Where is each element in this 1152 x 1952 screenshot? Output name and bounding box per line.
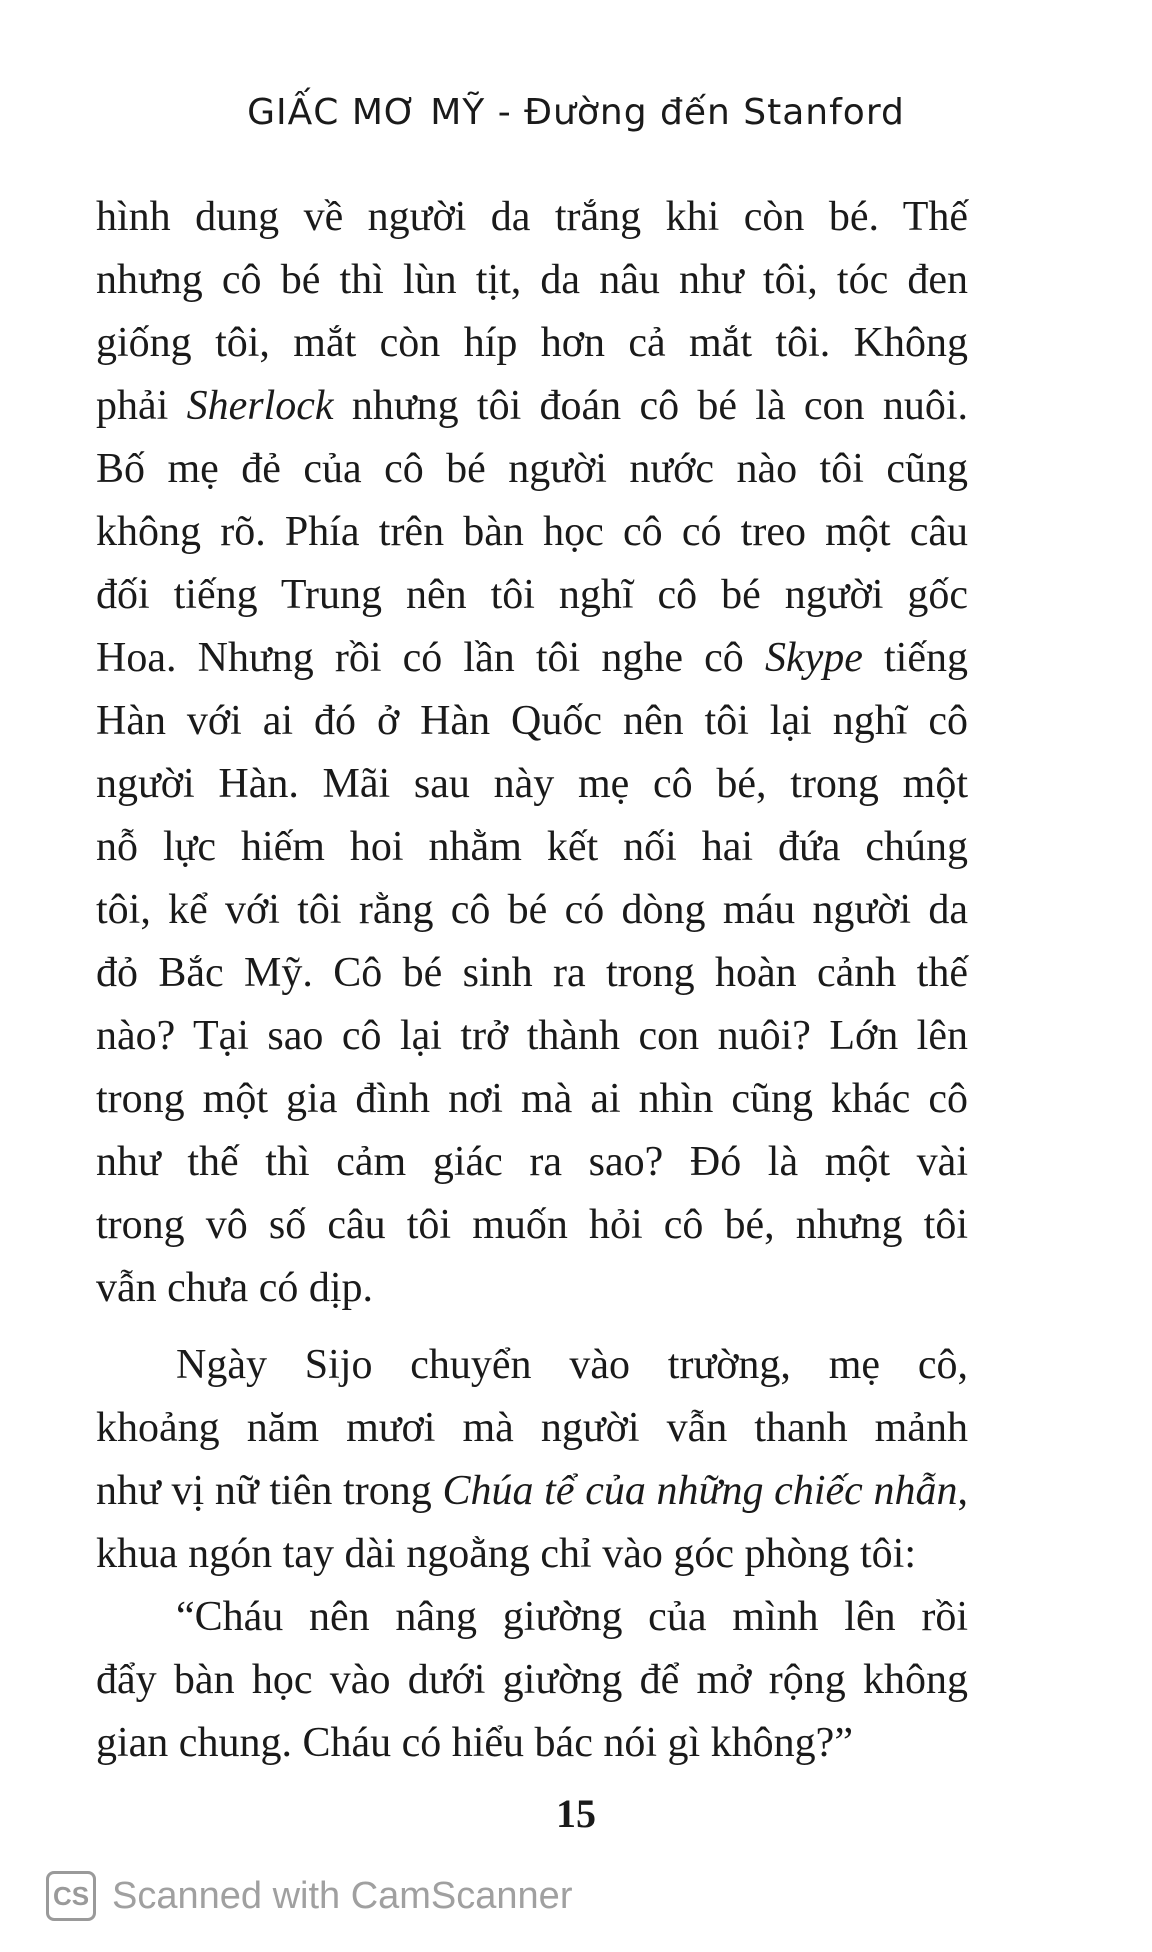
text-line: giống tôi, mắt còn híp hơn cả mắt tôi. Không [96, 320, 968, 366]
text-line: vẫn chưa có dịp. [96, 1265, 373, 1311]
text-line: “Cháu nên nâng giường của mình lên rồi [176, 1594, 968, 1640]
paragraph-3 [96, 1586, 968, 1775]
text-line: nào? Tại sao cô lại trở thành con nuôi? Lớn lên [96, 1013, 968, 1059]
text-line: phải Sherlock nhưng tôi đoán cô bé là con nuôi. [96, 383, 969, 429]
camscanner-watermark [46, 1868, 572, 1924]
watermark-text: Scanned with CamScanner [112, 1874, 573, 1917]
text-line: trong một gia đình nơi mà ai nhìn cũng khác cô [96, 1076, 968, 1122]
page-number: 15 [556, 1791, 596, 1836]
camscanner-logo-icon: CS [46, 1871, 96, 1921]
text-line: tôi, kể với tôi rằng cô bé có dòng máu người da [96, 887, 968, 933]
text-line: nỗ lực hiếm hoi nhằm kết nối hai đứa chúng [96, 824, 968, 870]
text-line: khua ngón tay dài ngoằng chỉ vào góc phòng tôi: [96, 1531, 917, 1577]
paragraph-1 [96, 186, 968, 1320]
text-line: Bố mẹ đẻ của cô bé người nước nào tôi cũng [96, 446, 968, 492]
text-line: đỏ Bắc Mỹ. Cô bé sinh ra trong hoàn cảnh thế [96, 950, 968, 996]
text-line: như thế thì cảm giác ra sao? Đó là một vài [96, 1139, 968, 1185]
text-line: Hàn với ai đó ở Hàn Quốc nên tôi lại nghĩ cô [96, 698, 968, 744]
text-line: như vị nữ tiên trong Chúa tể của những chiếc nhẫn, [96, 1468, 968, 1514]
text-line: Ngày Sijo chuyển vào trường, mẹ cô, [176, 1342, 968, 1388]
paragraph-2 [96, 1334, 968, 1586]
text-line: nhưng cô bé thì lùn tịt, da nâu như tôi, tóc đen [96, 257, 968, 303]
text-line: trong vô số câu tôi muốn hỏi cô bé, nhưng tôi [96, 1202, 968, 1248]
text-line: người Hàn. Mãi sau này mẹ cô bé, trong một [96, 761, 968, 807]
text-line: không rõ. Phía trên bàn học cô có treo một câu [96, 509, 968, 555]
text-line: hình dung về người da trắng khi còn bé. Thế [96, 194, 968, 240]
text-line: khoảng năm mươi mà người vẫn thanh mảnh [96, 1405, 968, 1451]
text-line: đẩy bàn học vào dưới giường để mở rộng không [96, 1657, 968, 1703]
running-header: GIẤC MƠ MỸ - Đường đến Stanford [247, 92, 905, 133]
text-line: gian chung. Cháu có hiểu bác nói gì không?” [96, 1720, 853, 1766]
text-line: đối tiếng Trung nên tôi nghĩ cô bé người gốc [96, 572, 968, 618]
text-line: Hoa. Nhưng rồi có lần tôi nghe cô Skype tiếng [96, 635, 968, 681]
